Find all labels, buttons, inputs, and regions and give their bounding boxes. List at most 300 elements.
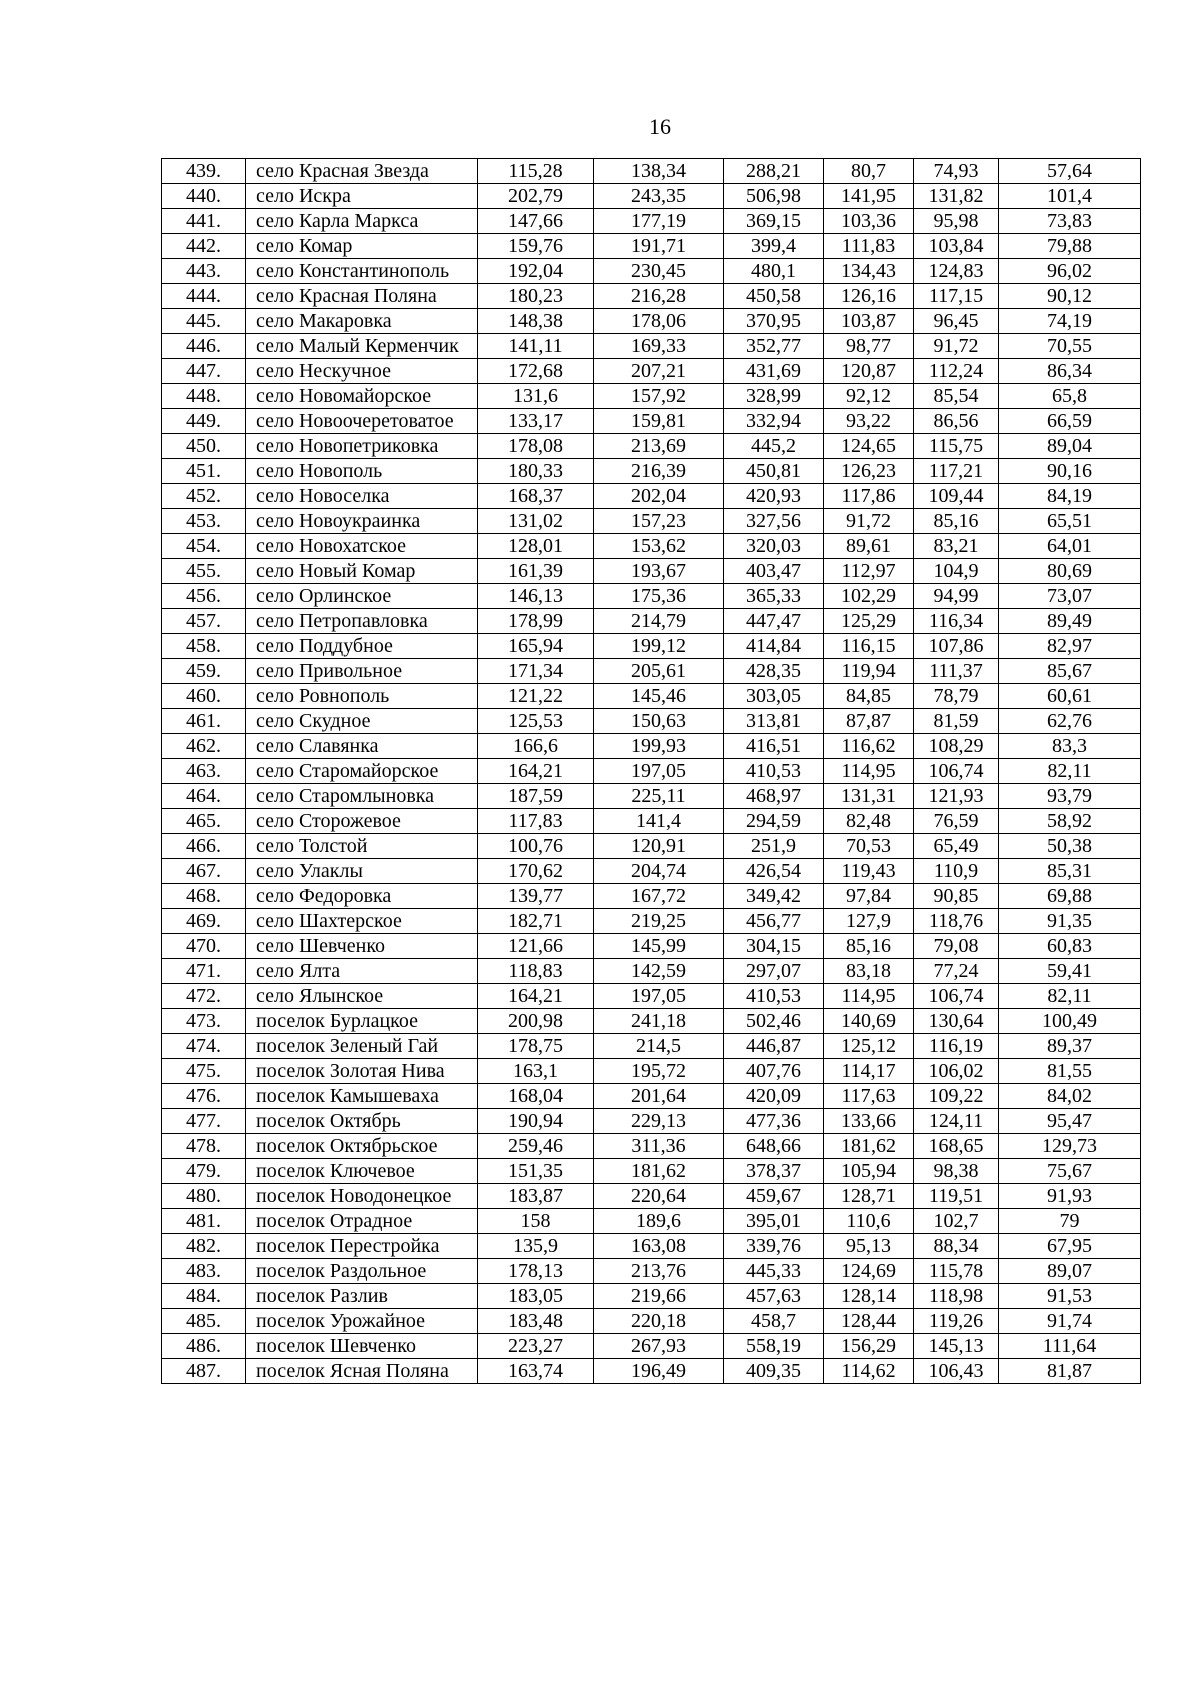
row-number-cell: 458. [162, 634, 246, 659]
value-cell: 128,01 [478, 534, 594, 559]
value-cell: 180,33 [478, 459, 594, 484]
value-cell: 230,45 [594, 259, 724, 284]
value-cell: 129,73 [999, 1134, 1141, 1159]
row-number-cell: 445. [162, 309, 246, 334]
value-cell: 158 [478, 1209, 594, 1234]
settlement-name-cell: село Макаровка [246, 309, 478, 334]
table-row [162, 409, 1141, 434]
row-number-cell: 457. [162, 609, 246, 634]
value-cell: 216,28 [594, 284, 724, 309]
value-cell: 219,25 [594, 909, 724, 934]
value-cell: 128,71 [824, 1184, 914, 1209]
value-cell: 214,5 [594, 1034, 724, 1059]
value-cell: 119,43 [824, 859, 914, 884]
settlement-name-cell: село Новополь [246, 459, 478, 484]
value-cell: 112,24 [914, 359, 999, 384]
settlement-name-cell: поселок Камышеваха [246, 1084, 478, 1109]
table-row [162, 1184, 1141, 1209]
row-number-cell: 447. [162, 359, 246, 384]
settlement-name-cell: село Шахтерское [246, 909, 478, 934]
row-number-cell: 450. [162, 434, 246, 459]
value-cell: 399,4 [724, 234, 824, 259]
value-cell: 304,15 [724, 934, 824, 959]
settlement-name-cell: село Красная Звезда [246, 159, 478, 184]
table-row [162, 459, 1141, 484]
value-cell: 65,8 [999, 384, 1141, 409]
value-cell: 91,35 [999, 909, 1141, 934]
value-cell: 145,99 [594, 934, 724, 959]
value-cell: 64,01 [999, 534, 1141, 559]
value-cell: 96,45 [914, 309, 999, 334]
settlement-name-cell: село Искра [246, 184, 478, 209]
value-cell: 114,62 [824, 1359, 914, 1384]
table-row [162, 1359, 1141, 1384]
value-cell: 168,37 [478, 484, 594, 509]
value-cell: 86,56 [914, 409, 999, 434]
value-cell: 147,66 [478, 209, 594, 234]
settlement-name-cell: село Нескучное [246, 359, 478, 384]
value-cell: 111,37 [914, 659, 999, 684]
value-cell: 80,69 [999, 559, 1141, 584]
settlement-name-cell: поселок Бурлацкое [246, 1009, 478, 1034]
row-number-cell: 467. [162, 859, 246, 884]
value-cell: 177,19 [594, 209, 724, 234]
value-cell: 458,7 [724, 1309, 824, 1334]
value-cell: 187,59 [478, 784, 594, 809]
table-row [162, 359, 1141, 384]
settlement-name-cell: поселок Перестройка [246, 1234, 478, 1259]
table-row [162, 934, 1141, 959]
table-row [162, 484, 1141, 509]
value-cell: 50,38 [999, 834, 1141, 859]
value-cell: 220,18 [594, 1309, 724, 1334]
table-row [162, 1234, 1141, 1259]
row-number-cell: 439. [162, 159, 246, 184]
value-cell: 90,85 [914, 884, 999, 909]
settlement-name-cell: село Славянка [246, 734, 478, 759]
value-cell: 91,72 [824, 509, 914, 534]
row-number-cell: 441. [162, 209, 246, 234]
table-row [162, 184, 1141, 209]
value-cell: 89,07 [999, 1259, 1141, 1284]
value-cell: 82,48 [824, 809, 914, 834]
value-cell: 165,94 [478, 634, 594, 659]
value-cell: 180,23 [478, 284, 594, 309]
value-cell: 90,16 [999, 459, 1141, 484]
settlement-name-cell: село Новоселка [246, 484, 478, 509]
table-body [162, 159, 1141, 1384]
value-cell: 102,7 [914, 1209, 999, 1234]
settlement-name-cell: поселок Шевченко [246, 1334, 478, 1359]
value-cell: 168,65 [914, 1134, 999, 1159]
settlement-name-cell: село Ялта [246, 959, 478, 984]
value-cell: 74,93 [914, 159, 999, 184]
row-number-cell: 461. [162, 709, 246, 734]
value-cell: 79,88 [999, 234, 1141, 259]
value-cell: 175,36 [594, 584, 724, 609]
value-cell: 89,49 [999, 609, 1141, 634]
value-cell: 73,83 [999, 209, 1141, 234]
value-cell: 648,66 [724, 1134, 824, 1159]
row-number-cell: 454. [162, 534, 246, 559]
row-number-cell: 476. [162, 1084, 246, 1109]
value-cell: 164,21 [478, 984, 594, 1009]
value-cell: 89,37 [999, 1034, 1141, 1059]
value-cell: 369,15 [724, 209, 824, 234]
value-cell: 96,02 [999, 259, 1141, 284]
value-cell: 178,13 [478, 1259, 594, 1284]
row-number-cell: 455. [162, 559, 246, 584]
table-row [162, 559, 1141, 584]
table-row [162, 234, 1141, 259]
row-number-cell: 485. [162, 1309, 246, 1334]
value-cell: 349,42 [724, 884, 824, 909]
row-number-cell: 481. [162, 1209, 246, 1234]
value-cell: 183,05 [478, 1284, 594, 1309]
value-cell: 80,7 [824, 159, 914, 184]
value-cell: 141,4 [594, 809, 724, 834]
value-cell: 73,07 [999, 584, 1141, 609]
value-cell: 409,35 [724, 1359, 824, 1384]
value-cell: 89,04 [999, 434, 1141, 459]
value-cell: 171,34 [478, 659, 594, 684]
value-cell: 133,66 [824, 1109, 914, 1134]
value-cell: 416,51 [724, 734, 824, 759]
settlement-name-cell: село Комар [246, 234, 478, 259]
row-number-cell: 483. [162, 1259, 246, 1284]
value-cell: 431,69 [724, 359, 824, 384]
value-cell: 67,95 [999, 1234, 1141, 1259]
value-cell: 192,04 [478, 259, 594, 284]
table-row [162, 209, 1141, 234]
value-cell: 426,54 [724, 859, 824, 884]
settlement-name-cell: село Ровнополь [246, 684, 478, 709]
table-row [162, 1059, 1141, 1084]
value-cell: 114,95 [824, 759, 914, 784]
value-cell: 450,58 [724, 284, 824, 309]
value-cell: 98,38 [914, 1159, 999, 1184]
value-cell: 182,71 [478, 909, 594, 934]
value-cell: 106,74 [914, 984, 999, 1009]
row-number-cell: 472. [162, 984, 246, 1009]
value-cell: 126,16 [824, 284, 914, 309]
value-cell: 259,46 [478, 1134, 594, 1159]
row-number-cell: 453. [162, 509, 246, 534]
value-cell: 94,99 [914, 584, 999, 609]
table-row [162, 909, 1141, 934]
row-number-cell: 473. [162, 1009, 246, 1034]
table-row [162, 959, 1141, 984]
value-cell: 414,84 [724, 634, 824, 659]
value-cell: 124,65 [824, 434, 914, 459]
value-cell: 116,62 [824, 734, 914, 759]
value-cell: 213,69 [594, 434, 724, 459]
value-cell: 124,11 [914, 1109, 999, 1134]
value-cell: 153,62 [594, 534, 724, 559]
value-cell: 85,16 [914, 509, 999, 534]
settlement-name-cell: село Привольное [246, 659, 478, 684]
table-row [162, 834, 1141, 859]
row-number-cell: 464. [162, 784, 246, 809]
value-cell: 91,53 [999, 1284, 1141, 1309]
table-row [162, 734, 1141, 759]
value-cell: 183,87 [478, 1184, 594, 1209]
table-row [162, 1209, 1141, 1234]
settlement-name-cell: поселок Отрадное [246, 1209, 478, 1234]
value-cell: 148,38 [478, 309, 594, 334]
row-number-cell: 487. [162, 1359, 246, 1384]
value-cell: 199,93 [594, 734, 724, 759]
value-cell: 131,31 [824, 784, 914, 809]
value-cell: 202,79 [478, 184, 594, 209]
table-row [162, 434, 1141, 459]
value-cell: 225,11 [594, 784, 724, 809]
settlement-name-cell: поселок Зеленый Гай [246, 1034, 478, 1059]
value-cell: 445,2 [724, 434, 824, 459]
settlement-name-cell: село Новохатское [246, 534, 478, 559]
table-row [162, 334, 1141, 359]
value-cell: 159,76 [478, 234, 594, 259]
value-cell: 139,77 [478, 884, 594, 909]
settlement-name-cell: село Федоровка [246, 884, 478, 909]
value-cell: 81,55 [999, 1059, 1141, 1084]
row-number-cell: 480. [162, 1184, 246, 1209]
settlement-name-cell: село Поддубное [246, 634, 478, 659]
value-cell: 420,93 [724, 484, 824, 509]
value-cell: 109,22 [914, 1084, 999, 1109]
value-cell: 82,11 [999, 759, 1141, 784]
value-cell: 403,47 [724, 559, 824, 584]
value-cell: 169,33 [594, 334, 724, 359]
value-cell: 168,04 [478, 1084, 594, 1109]
value-cell: 172,68 [478, 359, 594, 384]
value-cell: 90,12 [999, 284, 1141, 309]
row-number-cell: 449. [162, 409, 246, 434]
value-cell: 110,9 [914, 859, 999, 884]
value-cell: 131,82 [914, 184, 999, 209]
row-number-cell: 463. [162, 759, 246, 784]
value-cell: 115,78 [914, 1259, 999, 1284]
value-cell: 83,3 [999, 734, 1141, 759]
row-number-cell: 478. [162, 1134, 246, 1159]
table-row [162, 1334, 1141, 1359]
value-cell: 106,74 [914, 759, 999, 784]
table-row [162, 1284, 1141, 1309]
value-cell: 131,02 [478, 509, 594, 534]
table-row [162, 259, 1141, 284]
value-cell: 124,83 [914, 259, 999, 284]
settlement-name-cell: поселок Октябрьское [246, 1134, 478, 1159]
value-cell: 95,47 [999, 1109, 1141, 1134]
value-cell: 126,23 [824, 459, 914, 484]
value-cell: 138,34 [594, 159, 724, 184]
value-cell: 195,72 [594, 1059, 724, 1084]
value-cell: 142,59 [594, 959, 724, 984]
value-cell: 216,39 [594, 459, 724, 484]
value-cell: 178,75 [478, 1034, 594, 1059]
value-cell: 456,77 [724, 909, 824, 934]
table-row [162, 1034, 1141, 1059]
value-cell: 157,23 [594, 509, 724, 534]
value-cell: 189,6 [594, 1209, 724, 1234]
value-cell: 128,14 [824, 1284, 914, 1309]
settlement-name-cell: село Орлинское [246, 584, 478, 609]
value-cell: 128,44 [824, 1309, 914, 1334]
table-row [162, 1084, 1141, 1109]
table-row [162, 1009, 1141, 1034]
value-cell: 119,26 [914, 1309, 999, 1334]
value-cell: 59,41 [999, 959, 1141, 984]
value-cell: 91,93 [999, 1184, 1141, 1209]
value-cell: 57,64 [999, 159, 1141, 184]
row-number-cell: 469. [162, 909, 246, 934]
row-number-cell: 468. [162, 884, 246, 909]
value-cell: 506,98 [724, 184, 824, 209]
value-cell: 477,36 [724, 1109, 824, 1134]
value-cell: 220,64 [594, 1184, 724, 1209]
value-cell: 201,64 [594, 1084, 724, 1109]
value-cell: 103,84 [914, 234, 999, 259]
value-cell: 85,31 [999, 859, 1141, 884]
value-cell: 420,09 [724, 1084, 824, 1109]
value-cell: 197,05 [594, 759, 724, 784]
value-cell: 202,04 [594, 484, 724, 509]
value-cell: 116,34 [914, 609, 999, 634]
value-cell: 84,19 [999, 484, 1141, 509]
value-cell: 70,53 [824, 834, 914, 859]
value-cell: 104,9 [914, 559, 999, 584]
settlement-name-cell: село Скудное [246, 709, 478, 734]
value-cell: 116,15 [824, 634, 914, 659]
value-cell: 294,59 [724, 809, 824, 834]
settlement-name-cell: село Улаклы [246, 859, 478, 884]
value-cell: 91,72 [914, 334, 999, 359]
value-cell: 141,95 [824, 184, 914, 209]
value-cell: 125,29 [824, 609, 914, 634]
value-cell: 468,97 [724, 784, 824, 809]
settlement-name-cell: село Петропавловка [246, 609, 478, 634]
value-cell: 75,67 [999, 1159, 1141, 1184]
value-cell: 297,07 [724, 959, 824, 984]
value-cell: 85,16 [824, 934, 914, 959]
value-cell: 121,66 [478, 934, 594, 959]
value-cell: 83,21 [914, 534, 999, 559]
value-cell: 125,53 [478, 709, 594, 734]
value-cell: 95,98 [914, 209, 999, 234]
value-cell: 181,62 [824, 1134, 914, 1159]
value-cell: 60,61 [999, 684, 1141, 709]
row-number-cell: 446. [162, 334, 246, 359]
value-cell: 91,74 [999, 1309, 1141, 1334]
value-cell: 107,86 [914, 634, 999, 659]
value-cell: 66,59 [999, 409, 1141, 434]
value-cell: 121,93 [914, 784, 999, 809]
row-number-cell: 477. [162, 1109, 246, 1134]
value-cell: 117,15 [914, 284, 999, 309]
value-cell: 100,76 [478, 834, 594, 859]
table-row [162, 509, 1141, 534]
table-row [162, 684, 1141, 709]
value-cell: 106,02 [914, 1059, 999, 1084]
value-cell: 229,13 [594, 1109, 724, 1134]
table-row [162, 759, 1141, 784]
row-number-cell: 482. [162, 1234, 246, 1259]
value-cell: 119,94 [824, 659, 914, 684]
value-cell: 84,02 [999, 1084, 1141, 1109]
value-cell: 106,43 [914, 1359, 999, 1384]
value-cell: 502,46 [724, 1009, 824, 1034]
value-cell: 410,53 [724, 984, 824, 1009]
value-cell: 445,33 [724, 1259, 824, 1284]
settlement-name-cell: село Красная Поляна [246, 284, 478, 309]
value-cell: 131,6 [478, 384, 594, 409]
table-row [162, 534, 1141, 559]
row-number-cell: 484. [162, 1284, 246, 1309]
value-cell: 332,94 [724, 409, 824, 434]
value-cell: 145,13 [914, 1334, 999, 1359]
value-cell: 117,63 [824, 1084, 914, 1109]
value-cell: 213,76 [594, 1259, 724, 1284]
value-cell: 134,43 [824, 259, 914, 284]
value-cell: 89,61 [824, 534, 914, 559]
settlement-name-cell: село Новоочеретоватое [246, 409, 478, 434]
value-cell: 98,77 [824, 334, 914, 359]
value-cell: 267,93 [594, 1334, 724, 1359]
value-cell: 303,05 [724, 684, 824, 709]
value-cell: 111,64 [999, 1334, 1141, 1359]
value-cell: 114,17 [824, 1059, 914, 1084]
table-row [162, 1134, 1141, 1159]
value-cell: 378,37 [724, 1159, 824, 1184]
row-number-cell: 466. [162, 834, 246, 859]
value-cell: 141,11 [478, 334, 594, 359]
row-number-cell: 465. [162, 809, 246, 834]
value-cell: 120,87 [824, 359, 914, 384]
value-cell: 120,91 [594, 834, 724, 859]
value-cell: 395,01 [724, 1209, 824, 1234]
settlement-name-cell: село Новомайорское [246, 384, 478, 409]
value-cell: 150,63 [594, 709, 724, 734]
row-number-cell: 444. [162, 284, 246, 309]
value-cell: 69,88 [999, 884, 1141, 909]
value-cell: 428,35 [724, 659, 824, 684]
value-cell: 65,49 [914, 834, 999, 859]
settlement-name-cell: поселок Раздольное [246, 1259, 478, 1284]
settlements-table [161, 158, 1141, 1384]
row-number-cell: 456. [162, 584, 246, 609]
settlement-name-cell: село Старомлыновка [246, 784, 478, 809]
value-cell: 70,55 [999, 334, 1141, 359]
value-cell: 219,66 [594, 1284, 724, 1309]
value-cell: 450,81 [724, 459, 824, 484]
row-number-cell: 452. [162, 484, 246, 509]
row-number-cell: 475. [162, 1059, 246, 1084]
value-cell: 101,4 [999, 184, 1141, 209]
table-row [162, 1109, 1141, 1134]
value-cell: 197,05 [594, 984, 724, 1009]
value-cell: 311,36 [594, 1134, 724, 1159]
value-cell: 365,33 [724, 584, 824, 609]
settlement-name-cell: село Карла Маркса [246, 209, 478, 234]
settlement-name-cell: поселок Октябрь [246, 1109, 478, 1134]
row-number-cell: 471. [162, 959, 246, 984]
page-number: 16 [649, 114, 671, 139]
table-row [162, 309, 1141, 334]
value-cell: 181,62 [594, 1159, 724, 1184]
value-cell: 204,74 [594, 859, 724, 884]
value-cell: 339,76 [724, 1234, 824, 1259]
value-cell: 163,74 [478, 1359, 594, 1384]
